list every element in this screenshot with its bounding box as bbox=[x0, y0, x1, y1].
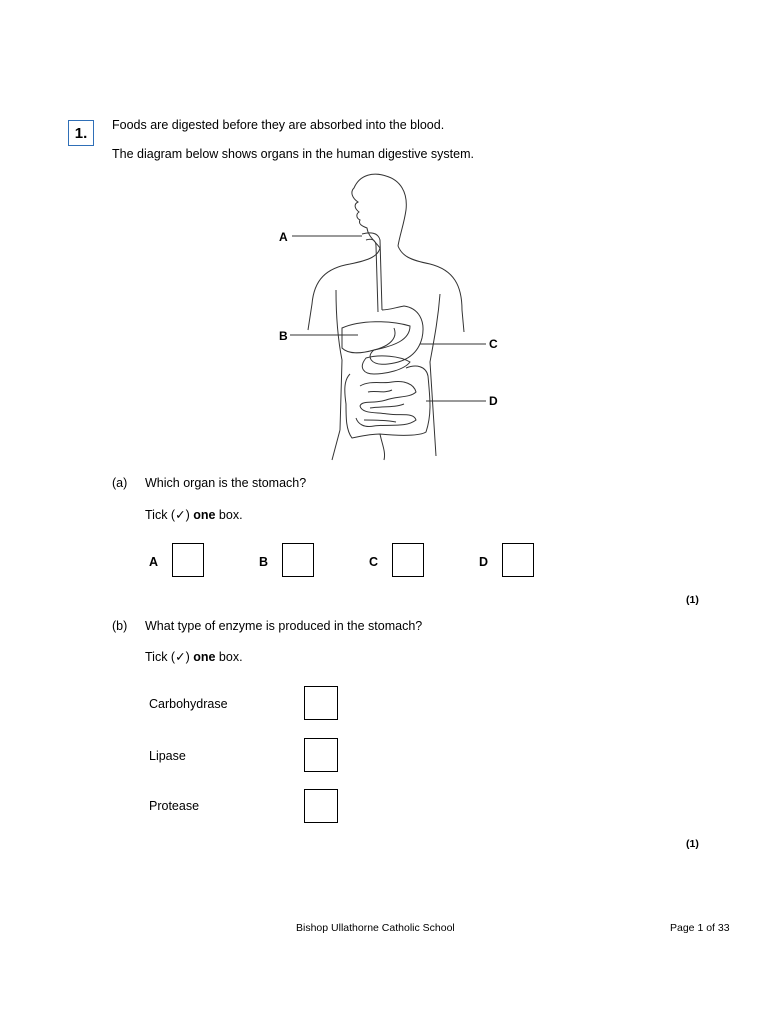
part-b-instruction bbox=[145, 649, 243, 664]
diagram-label-d: D bbox=[489, 394, 498, 408]
part-b-marks: (1) bbox=[686, 838, 699, 850]
instruction-mid: ) bbox=[185, 650, 194, 664]
option-a-label: A bbox=[149, 555, 159, 569]
question-intro-line-2: The diagram below shows organs in the human digestive system. bbox=[112, 147, 474, 161]
option-c-tickbox[interactable] bbox=[392, 543, 424, 577]
tick-mark-icon: ✓ bbox=[175, 508, 186, 522]
liver bbox=[342, 322, 410, 353]
option-c-label: C bbox=[369, 555, 379, 569]
instruction-emphasis: one bbox=[193, 508, 216, 522]
part-a-label: (a) bbox=[112, 476, 128, 490]
instruction-prefix: Tick ( bbox=[145, 650, 176, 664]
tick-mark-icon: ✓ bbox=[175, 650, 186, 664]
rectum bbox=[380, 434, 385, 460]
footer-page-number: Page 1 of 33 bbox=[670, 922, 730, 934]
diagram-label-c: C bbox=[489, 337, 498, 351]
option-carbohydrase-tickbox[interactable] bbox=[304, 686, 338, 720]
question-number: 1. bbox=[68, 120, 94, 146]
option-a-tickbox[interactable] bbox=[172, 543, 204, 577]
option-d-label: D bbox=[479, 555, 489, 569]
instruction-mid: ) bbox=[185, 508, 194, 522]
diagram-label-a: A bbox=[279, 230, 288, 244]
question-intro-line-1: Foods are digested before they are absorbed into the blood. bbox=[112, 118, 445, 132]
option-protease-label: Protease bbox=[149, 799, 200, 813]
option-protease-tickbox[interactable] bbox=[304, 789, 338, 823]
leg-left bbox=[332, 430, 340, 460]
large-intestine bbox=[345, 366, 430, 438]
digestive-system-diagram bbox=[270, 170, 510, 462]
option-b-label: B bbox=[259, 555, 269, 569]
waist-left bbox=[336, 290, 342, 430]
footer-school-name: Bishop Ullathorne Catholic School bbox=[296, 922, 455, 934]
option-lipase-label: Lipase bbox=[149, 749, 186, 763]
instruction-prefix: Tick ( bbox=[145, 508, 176, 522]
pancreas bbox=[362, 356, 410, 374]
option-b-tickbox[interactable] bbox=[282, 543, 314, 577]
part-a-question: Which organ is the stomach? bbox=[145, 476, 307, 490]
torso-right-outline bbox=[398, 246, 464, 332]
instruction-emphasis: one bbox=[193, 650, 216, 664]
waist-right bbox=[430, 294, 440, 456]
part-b-question: What type of enzyme is produced in the stomach? bbox=[145, 619, 423, 633]
part-b-label: (b) bbox=[112, 619, 128, 633]
option-lipase-tickbox[interactable] bbox=[304, 738, 338, 772]
diagram-label-b: B bbox=[279, 329, 288, 343]
torso-left-outline bbox=[308, 248, 380, 330]
oesophagus bbox=[362, 233, 382, 310]
instruction-suffix: box. bbox=[215, 650, 243, 664]
option-d-tickbox[interactable] bbox=[502, 543, 534, 577]
option-carbohydrase-label: Carbohydrase bbox=[149, 697, 228, 711]
part-a-instruction bbox=[145, 507, 243, 522]
instruction-suffix: box. bbox=[215, 508, 243, 522]
part-a-marks: (1) bbox=[686, 594, 699, 606]
